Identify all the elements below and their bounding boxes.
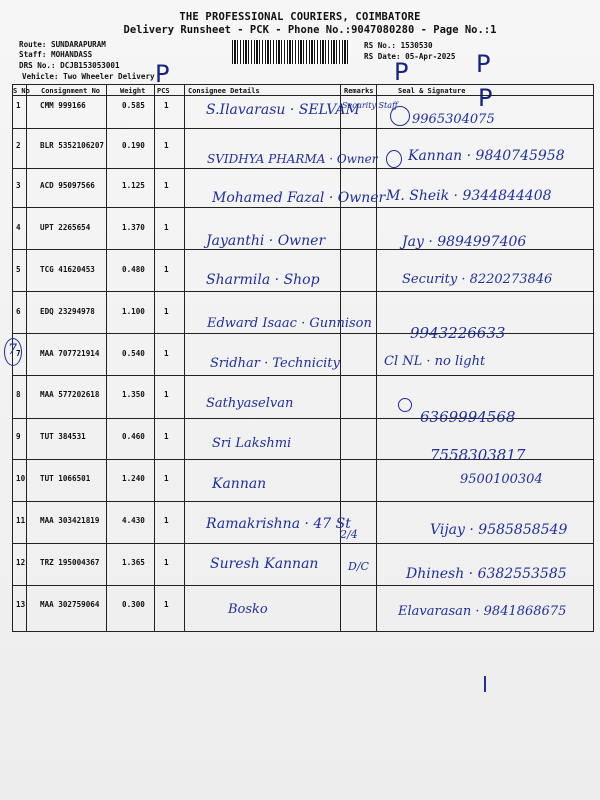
row-pcs: 1 <box>164 141 169 150</box>
handwritten-signature: Security · 8220273846 <box>402 272 553 287</box>
handwritten-signature: Jay · 9894997406 <box>402 234 527 250</box>
row-weight: 1.365 <box>122 558 145 567</box>
row-pcs: 1 <box>164 432 169 441</box>
handwritten-signature: Dhinesh · 6382553585 <box>406 566 567 582</box>
row-consignment-no: MAA 707721914 <box>40 349 100 358</box>
row-consignment-no: BLR 5352106207 <box>40 141 105 150</box>
row-pcs: 1 <box>164 307 169 316</box>
handwritten-remarks: D/C <box>348 560 369 573</box>
handwritten-signature: Elavarasan · 9841868675 <box>398 604 567 619</box>
route-label: Route: SUNDARAPURAM <box>19 40 106 49</box>
ink-circle-mark <box>398 398 412 412</box>
row-pcs: 1 <box>164 181 169 190</box>
row-weight: 1.370 <box>122 223 145 232</box>
row-weight: 0.300 <box>122 600 145 609</box>
handwritten-consignee: Sridhar · Technicity <box>210 356 340 371</box>
row-consignment-no: UPT 2265654 <box>40 223 91 232</box>
handwritten-consignee: Sathyaselvan <box>206 396 294 411</box>
row-consignment-no: MAA 303421819 <box>40 516 100 525</box>
handwritten-consignee: Edward Isaac · Gunnison <box>207 316 372 331</box>
row-pcs: 1 <box>164 265 169 274</box>
col-header-sno: S No <box>13 87 30 95</box>
row-weight: 1.125 <box>122 181 145 190</box>
handwritten-p-mark: P <box>478 84 493 112</box>
rs-number: RS No.: 1530530 <box>364 41 433 50</box>
row-pcs: 1 <box>164 390 169 399</box>
handwritten-seven-mark: 7 <box>8 342 17 358</box>
handwritten-consignee: Jayanthi · Owner <box>206 233 326 249</box>
handwritten-signature: 7558303817 <box>430 446 526 464</box>
row-sno: 5 <box>16 265 21 274</box>
row-weight: 0.585 <box>122 101 145 110</box>
row-consignment-no: MAA 302759064 <box>40 600 100 609</box>
handwritten-signature: Vijay · 9585858549 <box>430 522 568 538</box>
row-consignment-no: TCG 41620453 <box>40 265 95 274</box>
handwritten-consignee: Sharmila · Shop <box>206 272 320 288</box>
row-consignment-no: TUT 384531 <box>40 432 86 441</box>
barcode-image <box>232 40 350 64</box>
handwritten-p-mark: P <box>394 58 409 86</box>
handwritten-consignee: Kannan <box>212 476 267 492</box>
row-pcs: 1 <box>164 349 169 358</box>
handwritten-consignee: Sri Lakshmi <box>212 436 292 451</box>
handwritten-p-mark: P <box>476 50 491 78</box>
row-pcs: 1 <box>164 558 169 567</box>
handwritten-signature: 9500100304 <box>460 472 543 487</box>
row-consignment-no: TUT 1066501 <box>40 474 91 483</box>
row-sno: 9 <box>16 432 21 441</box>
row-sno: 12 <box>16 558 26 567</box>
handwritten-signature: 6369994568 <box>420 408 516 426</box>
handwritten-consignee: SVIDHYA PHARMA · Owner <box>207 152 378 166</box>
row-sno: 3 <box>16 181 21 190</box>
row-sno: 4 <box>16 223 21 232</box>
vehicle-label: Vehicle: Two Wheeler Delivery <box>22 72 155 81</box>
ink-stroke <box>484 676 486 692</box>
handwritten-signature: M. Sheik · 9344844408 <box>386 188 552 204</box>
ink-circle-mark <box>390 106 410 126</box>
col-header-consignment: Consignment No <box>41 87 101 95</box>
row-sno: 7 <box>16 349 21 358</box>
row-pcs: 1 <box>164 101 169 110</box>
handwritten-signature: 9943226633 <box>410 324 506 342</box>
staff-label: Staff: MOHANDASS <box>19 50 93 59</box>
row-sno: 11 <box>16 516 26 525</box>
col-header-remarks: Remarks <box>344 87 374 95</box>
row-weight: 1.350 <box>122 390 145 399</box>
drs-label: DRS No.: DCJB153053001 <box>19 61 120 70</box>
col-header-seal: Seal & Signature <box>398 87 466 95</box>
handwritten-signature: Kannan · 9840745958 <box>408 148 565 164</box>
row-weight: 0.480 <box>122 265 145 274</box>
handwritten-consignee: Mohamed Fazal · Owner <box>212 190 386 206</box>
row-weight: 1.240 <box>122 474 145 483</box>
handwritten-p-mark: P <box>155 60 170 88</box>
row-consignment-no: ACD 95097566 <box>40 181 95 190</box>
row-pcs: 1 <box>164 223 169 232</box>
handwritten-consignee: S.Ilavarasu · SELVAM <box>206 102 360 118</box>
col-header-pcs: PCS <box>157 87 170 95</box>
row-sno: 8 <box>16 390 21 399</box>
row-consignment-no: MAA 577202618 <box>40 390 100 399</box>
runsheet-subtitle: Delivery Runsheet - PCK - Phone No.:9047080280 - Page No.:1 <box>123 24 497 36</box>
row-weight: 0.190 <box>122 141 145 150</box>
row-sno: 1 <box>16 101 21 110</box>
row-consignment-no: EDQ 23294978 <box>40 307 95 316</box>
row-pcs: 1 <box>164 516 169 525</box>
row-sno: 10 <box>16 474 26 483</box>
row-sno: 2 <box>16 141 21 150</box>
row-weight: 0.460 <box>122 432 145 441</box>
handwritten-consignee: Bosko <box>228 602 268 617</box>
row-weight: 1.100 <box>122 307 145 316</box>
row-sno: 13 <box>16 600 26 609</box>
col-header-weight: Weight <box>120 87 146 95</box>
handwritten-consignee: Ramakrishna · 47 St <box>206 516 351 532</box>
company-title: THE PROFESSIONAL COURIERS, COIMBATORE <box>179 11 421 23</box>
handwritten-remarks: 2/4 <box>340 528 358 541</box>
row-weight: 0.540 <box>122 349 145 358</box>
row-pcs: 1 <box>164 600 169 609</box>
row-pcs: 1 <box>164 474 169 483</box>
row-sno: 6 <box>16 307 21 316</box>
row-consignment-no: CMM 999166 <box>40 101 86 110</box>
ink-circle-mark <box>386 150 402 168</box>
row-weight: 4.430 <box>122 516 145 525</box>
col-header-consignee: Consignee Details <box>188 87 260 95</box>
handwritten-signature: Cl NL · no light <box>384 354 486 369</box>
rs-date: RS Date: 05-Apr-2025 <box>364 52 456 61</box>
handwritten-signature: 9965304075 <box>412 112 495 127</box>
handwritten-consignee: Suresh Kannan <box>210 556 319 572</box>
row-consignment-no: TRZ 195004367 <box>40 558 100 567</box>
handwritten-remarks: Security Staff <box>342 101 398 110</box>
